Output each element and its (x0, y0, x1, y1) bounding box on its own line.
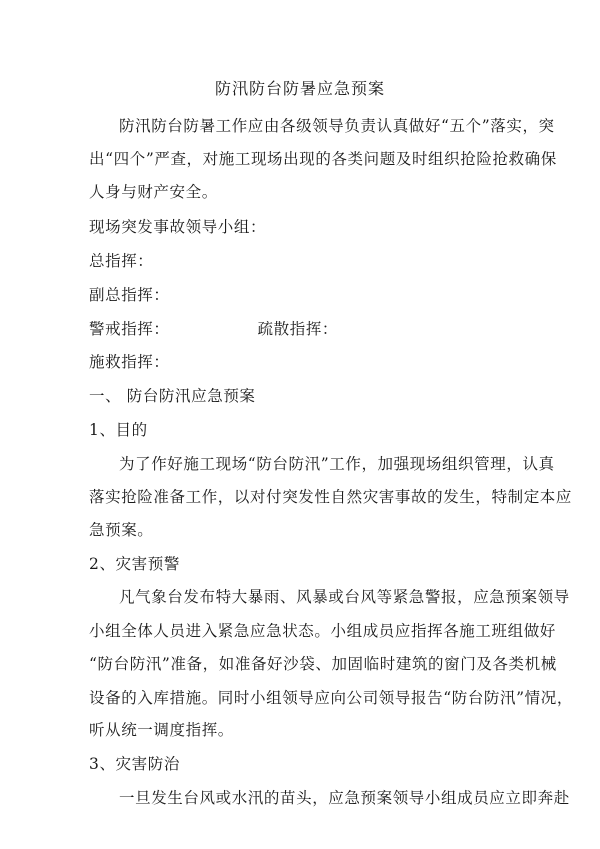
role-alert: 警戒指挥： (89, 320, 170, 338)
role-deputy: 副总指挥： (89, 286, 170, 304)
warning-line-4: 设备的入库措施。同时小组领导应向公司领导报告“防台防汛”情况， (89, 689, 573, 707)
role-commander: 总指挥： (89, 252, 154, 270)
warning-line-2: 小组全体人员进入紧急应急状态。小组成员应指挥各施工班组做好 (89, 622, 556, 640)
prevention-heading: 3、灾害防治 (89, 755, 180, 773)
intro-line-2: 出“四个”严查，对施工现场出现的各类问题及时组织抢险抢救确保 (89, 150, 557, 168)
section-one-heading: 一、 防台防汛应急预案 (89, 387, 256, 405)
intro-line-1: 防汛防台防暑工作应由各级领导负责认真做好“五个”落实，突 (119, 117, 555, 135)
role-evacuation: 疏散指挥： (257, 320, 339, 338)
prevention-line-1: 一旦发生台风或水汛的苗头，应急预案领导小组成员应立即奔赴 (119, 789, 570, 807)
group-heading: 现场突发事故领导小组： (89, 218, 267, 236)
purpose-line-2: 落实抢险准备工作，以对付突发性自然灾害事故的发生，特制定本应 (89, 488, 573, 506)
warning-line-3: “防台防汛”准备，如准备好沙袋、加固临时建筑的窗门及各类机械 (89, 655, 557, 673)
purpose-line-3: 急预案。 (89, 521, 154, 539)
role-row-alert-evacuation (89, 317, 338, 339)
purpose-line-1: 为了作好施工现场“防台防汛”工作，加强现场组织管理，认真 (119, 455, 555, 473)
warning-line-5: 听从统一调度指挥。 (89, 721, 234, 739)
purpose-heading: 1、目的 (89, 421, 148, 439)
intro-line-3: 人身与财产安全。 (89, 183, 218, 201)
role-rescue: 施救指挥： (89, 353, 170, 371)
page-title: 防汛防台防暑应急预案 (214, 79, 385, 98)
warning-line-1: 凡气象台发布特大暴雨、风暴或台风等紧急警报，应急预案领导 (119, 588, 570, 606)
warning-heading: 2、灾害预警 (89, 555, 180, 573)
